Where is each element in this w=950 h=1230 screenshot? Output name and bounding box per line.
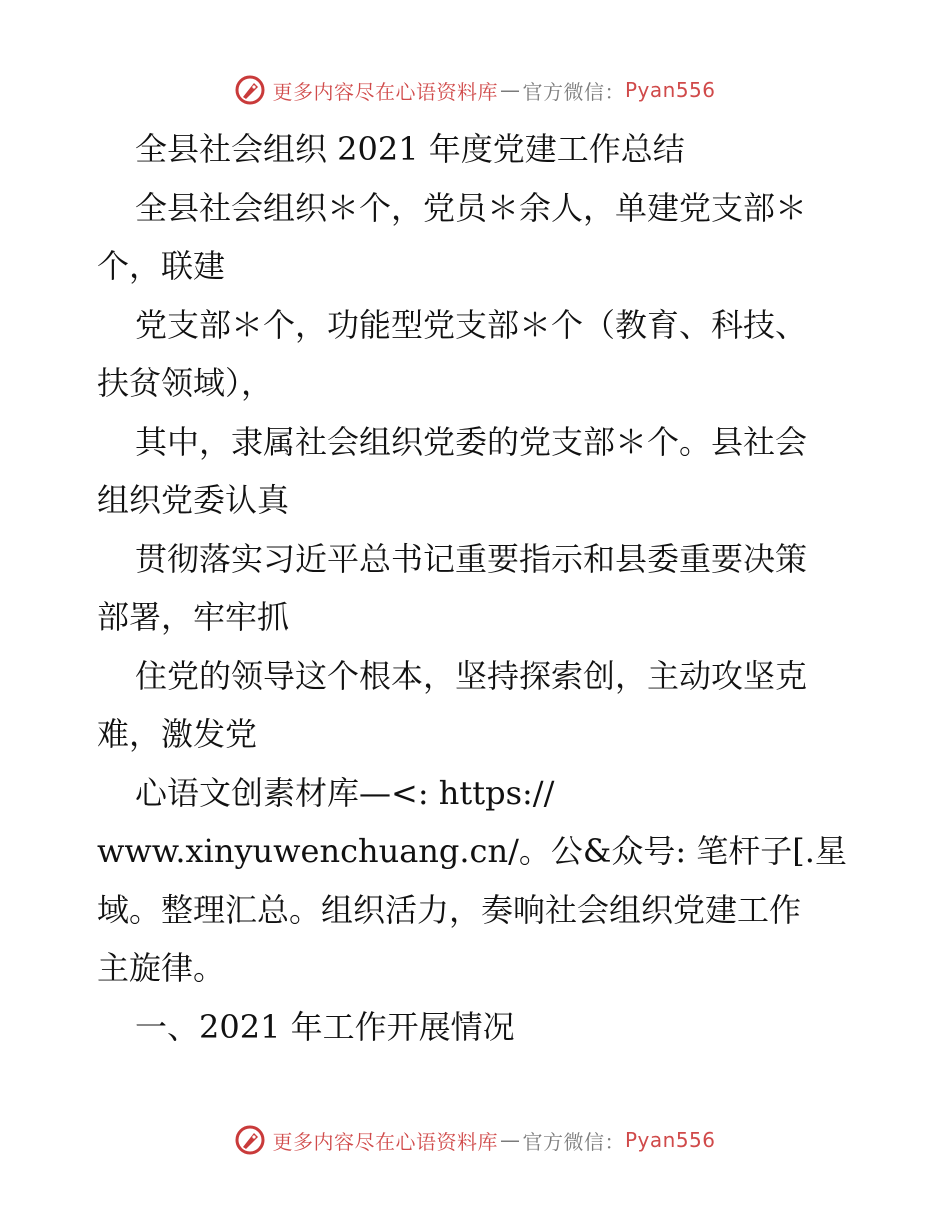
banner-wechat-label: 官方微信： (522, 1129, 625, 1154)
pen-nib-logo-icon (234, 1124, 266, 1156)
paragraph-line: 部署，牢牢抓 (97, 598, 290, 636)
paragraph-line: 住党的领导这个根本，坚持探索创，主动攻坚克 (135, 656, 808, 695)
banner-wechat-id: Pyan556 (624, 1128, 716, 1152)
banner-wechat-id: Pyan556 (624, 78, 716, 102)
paragraph-line: 其中，隶属社会组织党委的党支部＊个。县社会 (135, 422, 808, 461)
banner-separator: — (499, 1128, 521, 1152)
header-banner (0, 70, 950, 110)
banner-site-text: 更多内容尽在心语资料库 (272, 79, 498, 104)
banner-site-text: 更多内容尽在心语资料库 (272, 1129, 498, 1154)
paragraph-line: 扶贫领域）， (97, 364, 274, 402)
pen-nib-logo-icon (234, 74, 266, 106)
paragraph-line: 心语文创素材库—<: https:// (135, 773, 555, 812)
paragraph-line: 域。整理汇总。组织活力，奏响社会组织党建工作 (97, 890, 802, 929)
paragraph-line: 全县社会组织＊个，党员＊余人，单建党支部＊ (135, 188, 808, 227)
paragraph-line: 个，联建 (97, 247, 226, 285)
document-body (97, 120, 857, 1056)
banner-separator: — (499, 78, 521, 102)
document-title: 全县社会组织 2021 年度党建工作总结 (135, 130, 685, 168)
paragraph-line: www.xinyuwenchuang.cn/。公&众号: 笔杆子[.星 (97, 832, 847, 870)
paragraph-line: 贯彻落实习近平总书记重要指示和县委重要决策 (135, 539, 808, 578)
banner-wechat-label: 官方微信： (522, 79, 625, 104)
paragraph-line: 组织党委认真 (97, 481, 290, 519)
footer-banner (0, 1120, 950, 1160)
paragraph-line: 主旋律。 (97, 949, 226, 987)
paragraph-line: 难，激发党 (97, 715, 258, 753)
paragraph-line: 党支部＊个，功能型党支部＊个（教育、科技、 (135, 305, 808, 344)
section-heading: 一、2021 年工作开展情况 (135, 1007, 515, 1046)
